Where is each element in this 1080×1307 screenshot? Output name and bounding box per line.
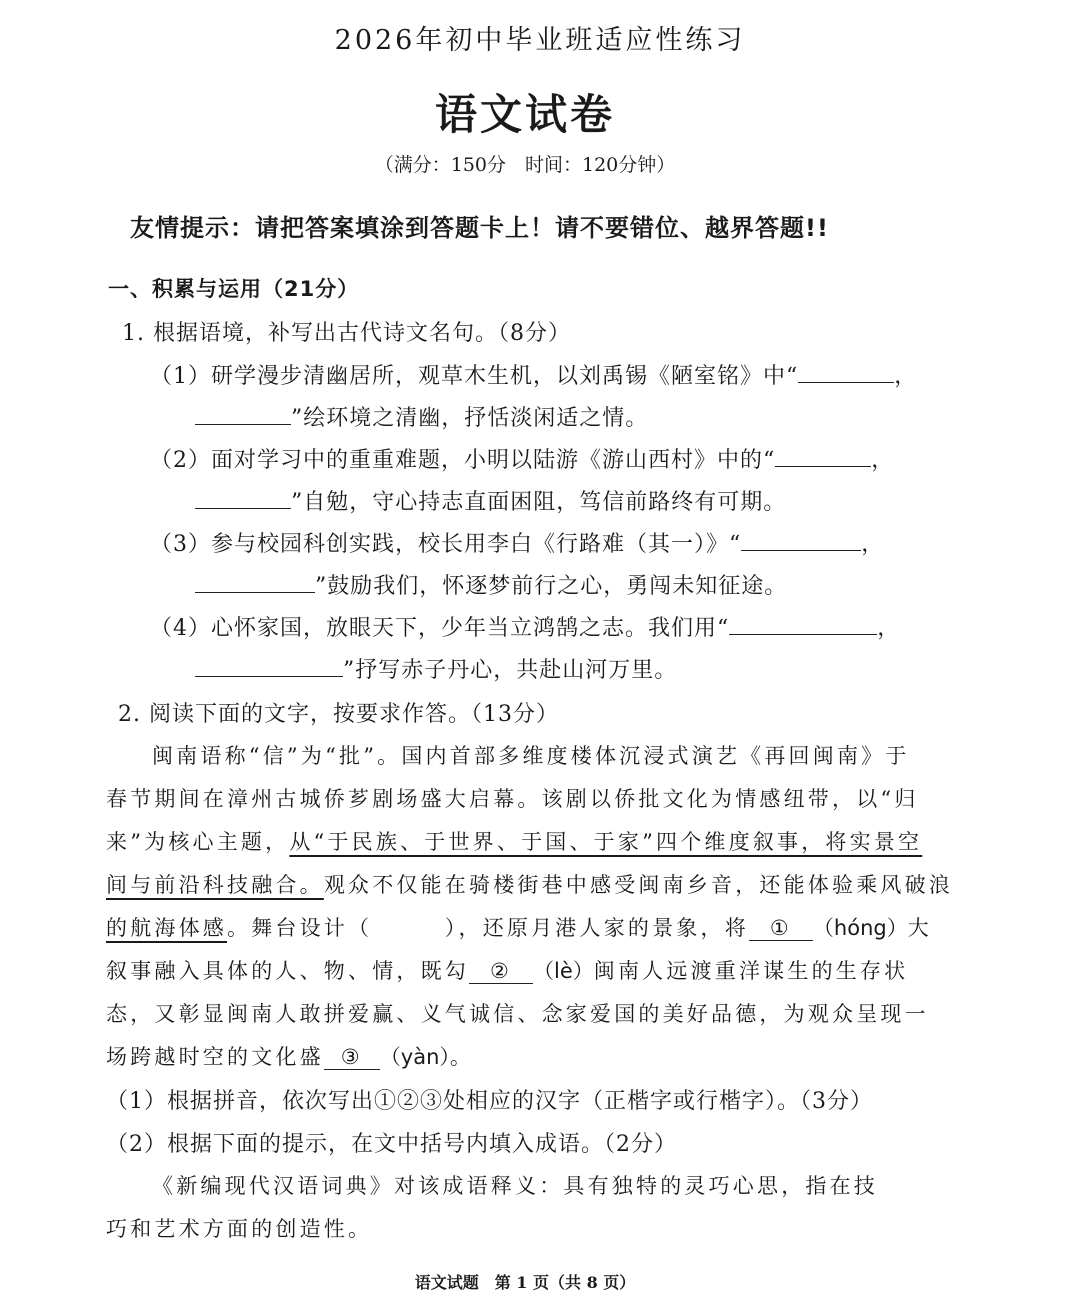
passage-text: 来”为核心主题， [106, 830, 290, 854]
comma: ， [877, 616, 901, 641]
passage-text: 观众不仅能在骑楼街巷中感受闽南乡音，还能体验乘风破浪 [323, 873, 954, 897]
q1-item-2-line2 [195, 485, 786, 516]
passage-line-2: 春节期间在漳州古城侨芗剧场盛大启幕。该剧以侨批文化为情感纽带，以“归 [106, 787, 919, 811]
q1-item-4-tail: ”抒写赤子丹心，共赴山河万里。 [343, 658, 678, 683]
reminder-banner: 友情提示：请把答案填涂到答题卡上！请不要错位、越界答题!! [130, 214, 829, 242]
passage-text: 大 [907, 916, 932, 940]
q1-item-4-line1 [150, 611, 900, 642]
pinyin-1: （hóng） [812, 916, 908, 940]
fill-blank-3[interactable]: ③ [324, 1045, 380, 1070]
comma: ， [861, 532, 885, 557]
exam-title: 2026年初中毕业班适应性练习 [334, 25, 746, 56]
answer-blank[interactable] [775, 444, 871, 467]
fill-blank-2[interactable]: ② [469, 959, 533, 984]
answer-blank[interactable] [195, 486, 291, 509]
q1-item-1-text: （1）研学漫步清幽居所，观草木生机，以刘禹锡《陋室铭》中“ [150, 364, 799, 389]
answer-blank[interactable] [195, 402, 291, 425]
q1-item-2-line1 [150, 443, 894, 474]
passage-line-1: 闽南语称“信”为“批”。国内首部多维度楼体沉浸式演艺《再回闽南》于 [152, 744, 910, 768]
q1-item-1-line2 [195, 401, 648, 432]
q1-prompt: 1. 根据语境，补写出古代诗文名句。（8分） [122, 321, 571, 346]
page-footer: 语文试题 第 1 页（共 8 页） [414, 1273, 636, 1292]
comma: ， [871, 448, 895, 473]
fill-blank-1[interactable]: ① [749, 916, 813, 941]
passage-line-4 [106, 869, 953, 899]
underlined-sentence: 从“于民族、于世界、于国、于家”四个维度叙事，将实景空 [289, 830, 923, 854]
passage-line-3 [106, 826, 922, 856]
q1-item-4-text: （4）心怀家国，放眼天下，少年当立鸿鹄之志。我们用“ [150, 616, 730, 641]
q1-item-2-text: （2）面对学习中的重重难题，小明以陆游《游山西村》中的“ [150, 448, 776, 473]
q1-item-2-tail: ”自勉，守心持志直面困阻，笃信前路终有可期。 [291, 490, 787, 515]
q1-item-3-text: （3）参与校园科创实践，校长用李白《行路难（其一）》“ [150, 532, 742, 557]
section-title: 一、积累与运用（21分） [108, 277, 360, 301]
answer-blank[interactable] [195, 570, 315, 593]
pinyin-2: （lè） [533, 959, 594, 983]
answer-blank[interactable] [729, 612, 877, 635]
passage-line-8 [106, 1041, 474, 1071]
hint-line-1: 《新编现代汉语词典》对该成语释义：具有独特的灵巧心思，指在技 [152, 1174, 878, 1198]
q2-prompt: 2. 阅读下面的文字，按要求作答。（13分） [118, 702, 559, 727]
answer-blank[interactable] [195, 654, 343, 677]
passage-line-7: 态，又彰显闽南人敢拼爱赢、义气诚信、念家爱国的美好品德，为观众呈现一 [106, 1002, 929, 1026]
q1-item-3-line2 [195, 569, 787, 600]
underlined-sentence: 间与前沿科技融合。 [106, 873, 324, 897]
passage-line-6 [106, 955, 908, 985]
subject-title: 语文试卷 [434, 90, 615, 139]
answer-blank[interactable] [798, 360, 894, 383]
q2-sub-2: （2）根据下面的提示，在文中括号内填入成语。（2分） [106, 1132, 677, 1157]
passage-line-5 [106, 912, 932, 942]
underlined-sentence: 的航海体感 [106, 916, 227, 940]
passage-text: 叙事融入具体的人、物、情，既勾 [106, 959, 469, 983]
q1-item-3-tail: ”鼓励我们，怀逐梦前行之心，勇闯未知征途。 [315, 574, 788, 599]
passage-text: 场跨越时空的文化盛 [106, 1045, 324, 1069]
q1-item-1-tail: ”绘环境之清幽，抒恬淡闲适之情。 [291, 406, 649, 431]
exam-meta: （满分：150分 时间：120分钟） [374, 154, 676, 176]
passage-text: 。舞台设计（ ），还原月港人家的景象，将 [227, 916, 749, 940]
answer-blank[interactable] [741, 528, 861, 551]
q2-sub-1: （1）根据拼音，依次写出①②③处相应的汉字（正楷字或行楷字）。（3分） [106, 1089, 873, 1114]
passage-text: 闽南人远渡重洋谋生的生存状 [593, 959, 909, 983]
q1-item-1-line1 [150, 359, 940, 390]
q1-item-3-line1 [150, 527, 884, 558]
passage-text: 。 [449, 1045, 475, 1069]
pinyin-3: （yàn） [379, 1045, 450, 1069]
q1-item-4-line2 [195, 653, 677, 684]
hint-line-2: 巧和艺术方面的创造性。 [106, 1217, 373, 1241]
comma: ， [894, 364, 918, 389]
